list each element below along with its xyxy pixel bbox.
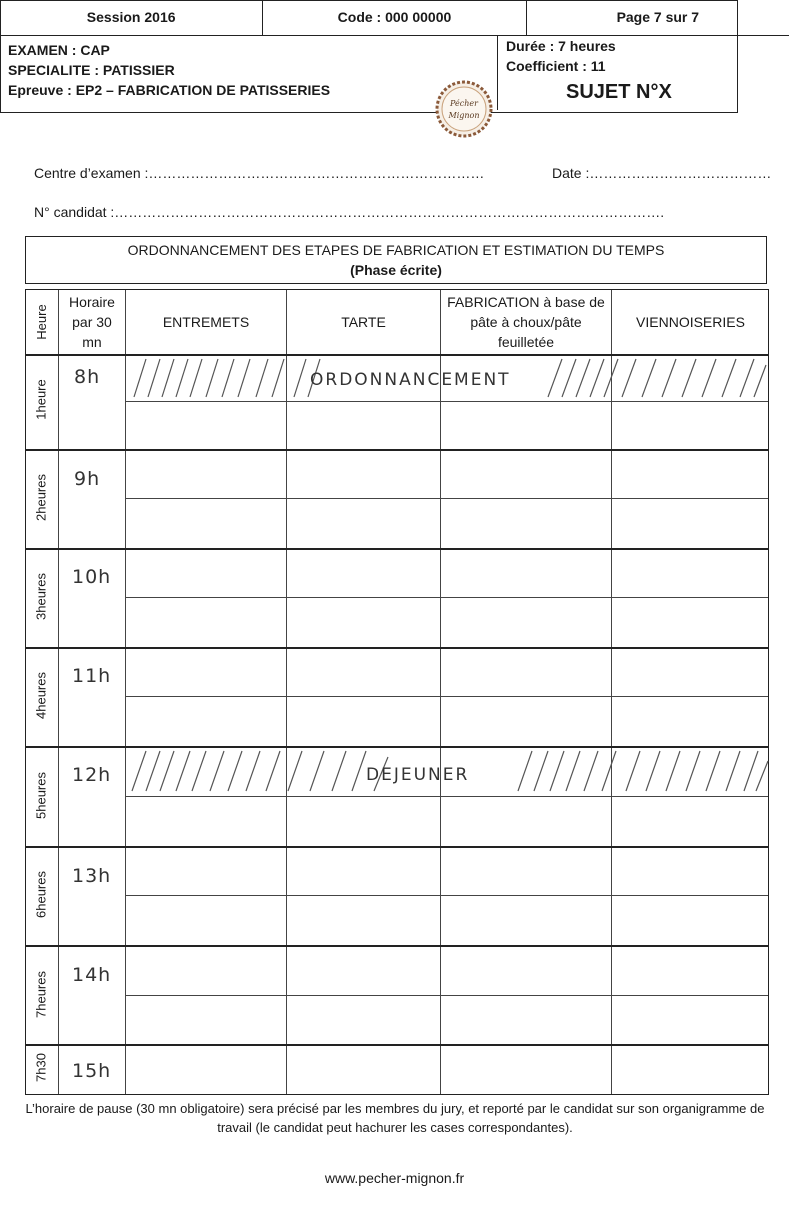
- col-tarte-header: TARTE: [341, 314, 386, 330]
- row-heure-8: 7h30: [33, 1053, 49, 1082]
- table-subtitle: (Phase écrite): [350, 262, 442, 278]
- row-heure-2: 2heures: [33, 474, 49, 521]
- logo-text-1: Pécher: [450, 99, 478, 108]
- examen-label: EXAMEN : CAP: [8, 42, 110, 58]
- hand-dejeuner: DEJEUNER: [366, 765, 470, 785]
- date-field[interactable]: Date :…………………………………: [552, 165, 772, 181]
- row-heure-1: 1heure: [33, 379, 49, 420]
- pause-note: L’horaire de pause (30 mn obligatoire) sera précisé par les membres du jury, et reporté par le candidat sur son organigramme de travail (le candidat peut hachurer les cases correspondantes).: [25, 1101, 765, 1135]
- hand-ordonnancement: ORDONNANCEMENT: [310, 370, 511, 390]
- code-label: Code : 000 00000: [263, 0, 526, 35]
- exam-header: [0, 0, 738, 113]
- col-horaire-header: Horaire par 30 mn: [69, 294, 115, 350]
- horaire-6: 13h: [72, 865, 112, 887]
- col-viennoiseries-header: VIENNOISERIES: [636, 314, 745, 330]
- horaire-8: 15h: [72, 1060, 112, 1082]
- row-heure-5: 5heures: [33, 772, 49, 819]
- horaire-4: 11h: [72, 665, 112, 687]
- logo-text-2: Mignon: [448, 111, 480, 120]
- horaire-5: 12h: [72, 764, 112, 786]
- duree-label: Durée : 7 heures: [506, 38, 616, 54]
- col-heure-header: Heure: [34, 304, 49, 340]
- row-heure-4: 4heures: [33, 672, 49, 719]
- horaire-7: 14h: [72, 964, 112, 986]
- page-label: Page 7 sur 7: [616, 9, 700, 25]
- table-title: ORDONNANCEMENT DES ETAPES DE FABRICATION ET ESTIMATION DU TEMPS: [127, 242, 665, 258]
- exam-info: [8, 40, 330, 100]
- duration-info: [497, 36, 735, 110]
- header-top-row: [0, 0, 789, 36]
- sujet-label: SUJET N°X: [566, 81, 672, 103]
- coefficient-label: Coefficient : 11: [506, 58, 606, 74]
- horaire-1: 8h: [74, 366, 101, 388]
- schedule-table: [25, 289, 769, 1095]
- session-label: Session 2016: [0, 0, 263, 35]
- row-heure-6: 6heures: [33, 871, 49, 918]
- row-heure-3: 3heures: [33, 573, 49, 620]
- col-fabrication-header: FABRICATION à base de pâte à choux/pâte feuilletée: [447, 294, 605, 350]
- candidat-field[interactable]: N° candidat :……………………………………………………………………………………………………….: [34, 204, 665, 220]
- horaire-2: 9h: [74, 468, 101, 490]
- row-heure-7: 7heures: [33, 971, 49, 1018]
- centre-field[interactable]: Centre d’examen :………………………………………………………………: [34, 165, 485, 181]
- specialite-label: SPECIALITE : PATISSIER: [8, 62, 175, 78]
- footer-url: www.pecher-mignon.fr: [324, 1170, 465, 1186]
- pecher-mignon-logo: [434, 79, 494, 139]
- table-title-box: [25, 236, 767, 284]
- epreuve-label: Epreuve : EP2 – FABRICATION DE PATISSERIES: [8, 82, 331, 98]
- horaire-3: 10h: [72, 566, 112, 588]
- col-entremets-header: ENTREMETS: [162, 314, 250, 330]
